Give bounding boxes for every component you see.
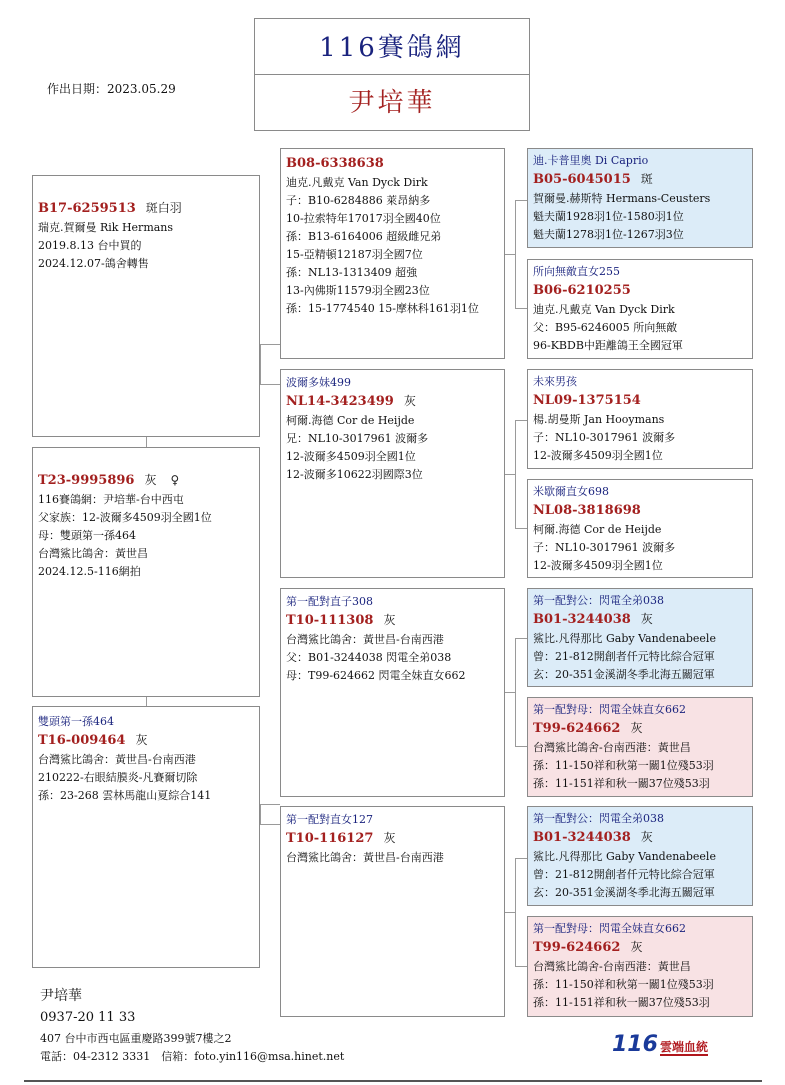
gen3-line: 12-波爾多4509羽全國1位 — [533, 559, 663, 572]
gen3-prefix: 所向無敵直女255 — [533, 265, 620, 278]
gen3-line: 孫：11-151祥和秋一關37位殘53羽 — [533, 777, 710, 790]
sire-ring: B17-6259513 斑白羽 — [38, 201, 182, 216]
gen3-card-1 — [527, 148, 753, 248]
gen3-card-2 — [527, 259, 753, 359]
gen3-line: 楊.胡曼斯 Jan Hooymans — [533, 413, 665, 426]
gen2-prefix: 第一配對直女127 — [286, 813, 373, 826]
subject-line: 台灣鯊比鴿舍：黃世昌 — [38, 547, 148, 560]
gen2-prefix: 波爾多妹499 — [286, 376, 351, 389]
gen3-ring: B05-6045015 斑 — [533, 172, 653, 187]
dam-color: 灰 — [135, 733, 148, 747]
gen2-line: 10-拉索特年17017羽全國40位 — [286, 212, 441, 225]
bottom-rule — [24, 1080, 762, 1082]
subject-line: 母：雙頭第一孫464 — [38, 529, 136, 542]
connector — [515, 638, 527, 639]
gen3-prefix: 第一配對公：閃電全弟038 — [533, 812, 664, 825]
connector — [505, 692, 515, 693]
connector — [505, 474, 515, 475]
gen3-line: 迪克.凡戴克 Van Dyck Dirk — [533, 303, 675, 316]
gen3-line: 玄：20-351金溪湖冬季北海五關冠軍 — [533, 668, 715, 681]
gen3-prefix: 第一配對母：閃電全妹直女662 — [533, 922, 686, 935]
gen3-line: 鯊比.凡得那比 Gaby Vandenabeele — [533, 632, 716, 645]
gen3-line: 玄：20-351金溪湖冬季北海五關冠軍 — [533, 886, 715, 899]
gen3-line: 曾：21-812開創者仟元特比綜合冠軍 — [533, 868, 715, 881]
gen3-line: 孫：11-150祥和秋第一關1位殘53羽 — [533, 759, 714, 772]
sire-line: 瑞克.賀爾曼 Rik Hermans — [38, 221, 174, 234]
gen2-line: 迪克.凡戴克 Van Dyck Dirk — [286, 176, 428, 189]
connector — [260, 344, 261, 384]
connector — [260, 824, 280, 825]
connector — [515, 858, 527, 859]
gen2-ring: T10-116127 灰 — [286, 831, 396, 846]
connector — [515, 528, 527, 529]
gen3-ring: B01-3244038 灰 — [533, 612, 653, 627]
subject-ring: T23-9995896 灰 ♀ — [38, 473, 180, 488]
gen2-line: 12-波爾多4509羽全國1位 — [286, 450, 416, 463]
gen3-line: 鯊比.凡得那比 Gaby Vandenabeele — [533, 850, 716, 863]
sire-line: 2019.8.13 台中買的 — [38, 239, 142, 252]
subject-line: 父家族：12-波爾多4509羽全國1位 — [38, 511, 212, 524]
gen3-card-4 — [527, 479, 753, 578]
gen2-line: 孫：B13-6164006 超級雌兄弟 — [286, 230, 442, 243]
gen3-ring: T99-624662 灰 — [533, 721, 643, 736]
gen3-line: 96-KBDB中距離鴿王全國冠軍 — [533, 339, 683, 352]
gen3-ring: T99-624662 灰 — [533, 940, 643, 955]
gen3-card-6 — [527, 697, 753, 797]
gen2-line: 柯爾.海德 Cor de Heijde — [286, 414, 415, 427]
subject-line: 116賽鴿網：尹培華-台中西屯 — [38, 493, 184, 506]
connector — [260, 804, 280, 805]
gen3-ring: B01-3244038 灰 — [533, 830, 653, 845]
gen2-line: 台灣鯊比鴿舍：黃世昌-台南西港 — [286, 633, 444, 646]
dam-line: 孫：23-268 雲林馬龍山夏綜合141 — [38, 789, 212, 802]
date-label: 作出日期：2023.05.29 — [47, 82, 176, 96]
connector — [146, 437, 147, 447]
connector — [260, 804, 261, 824]
footer-name: 尹培華 — [40, 988, 82, 1004]
gen2-card-2 — [280, 369, 505, 578]
gen3-line: 台灣鯊比鴿舍-台南西港：黃世昌 — [533, 741, 691, 754]
connector — [515, 858, 516, 966]
connector — [515, 420, 527, 421]
gen3-line: 父：B95-6246005 所向無敵 — [533, 321, 678, 334]
gen3-card-3 — [527, 369, 753, 469]
gen3-ring: NL08-3818698 — [533, 503, 641, 518]
gen2-line: 孫：NL13-1313409 超強 — [286, 266, 418, 279]
gen2-ring: T10-111308 灰 — [286, 613, 396, 628]
connector — [505, 254, 515, 255]
connector — [260, 384, 280, 385]
gen2-line: 孫：15-1774540 15-摩林科161羽1位 — [286, 302, 479, 315]
dam-ring: T16-009464 灰 — [38, 733, 148, 748]
gen3-line: 12-波爾多4509羽全國1位 — [533, 449, 663, 462]
female-icon: ♀ — [170, 473, 180, 487]
connector — [146, 697, 147, 706]
footer-contact: 電話：04-2312 3331 信箱：foto.yin116@msa.hinet.net — [40, 1050, 345, 1063]
dam-line: 210222-右眼結膜炎-凡賽爾切除 — [38, 771, 198, 784]
sire-color: 斑白羽 — [145, 201, 182, 215]
gen3-prefix: 迪.卡普里奧 Di Caprio — [533, 154, 649, 167]
gen3-line: 賀爾曼.赫斯特 Hermans-Ceusters — [533, 192, 711, 205]
dam-prefix: 雙頭第一孫464 — [38, 715, 114, 728]
gen3-line: 子：NL10-3017961 波爾多 — [533, 431, 676, 444]
gen2-card-3 — [280, 588, 505, 797]
gen3-prefix: 第一配對母：閃電全妹直女662 — [533, 703, 686, 716]
gen3-line: 台灣鯊比鴿舍-台南西港：黃世昌 — [533, 960, 691, 973]
connector — [515, 746, 527, 747]
owner-name: 尹培華 — [348, 88, 436, 118]
gen3-line: 柯爾.海德 Cor de Heijde — [533, 523, 662, 536]
gen2-ring: B08-6338638 — [286, 156, 384, 171]
footer-phone: 0937-20 11 33 — [40, 1010, 136, 1025]
connector — [515, 966, 527, 967]
gen3-card-8 — [527, 916, 753, 1017]
gen2-line: 15-亞精頓12187羽全國7位 — [286, 248, 423, 261]
connector — [515, 308, 527, 309]
gen2-line: 12-波爾多10622羽國際3位 — [286, 468, 423, 481]
gen2-line: 台灣鯊比鴿舍：黃世昌-台南西港 — [286, 851, 444, 864]
gen3-card-5 — [527, 588, 753, 687]
logo-number: 116 — [612, 1032, 658, 1057]
gen3-line: 孫：11-151祥和秋一關37位殘53羽 — [533, 996, 710, 1009]
connector — [515, 638, 516, 746]
title-box — [254, 18, 530, 131]
gen2-line: 兄：NL10-3017961 波爾多 — [286, 432, 429, 445]
gen3-prefix: 第一配對公：閃電全弟038 — [533, 594, 664, 607]
gen3-line: 子：NL10-3017961 波爾多 — [533, 541, 676, 554]
subject-color: 灰 — [144, 473, 157, 487]
gen3-card-7 — [527, 806, 753, 906]
connector — [515, 200, 527, 201]
sire-line: 2024.12.07-鴿舍轉售 — [38, 257, 149, 270]
gen2-card-4 — [280, 806, 505, 1017]
gen2-prefix: 第一配對直子308 — [286, 595, 373, 608]
logo-text: 雲端血統 — [659, 1040, 708, 1054]
subject-card — [32, 447, 260, 697]
sire-card — [32, 175, 260, 437]
connector — [260, 344, 280, 345]
footer-address: 407 台中市西屯區重慶路399號7樓之2 — [40, 1032, 232, 1045]
gen2-card-1 — [280, 148, 505, 359]
gen3-ring: B06-6210255 — [533, 283, 631, 298]
gen2-ring: NL14-3423499 灰 — [286, 394, 416, 409]
gen2-line: 父：B01-3244038 閃電全弟038 — [286, 651, 452, 664]
gen3-line: 孫：11-150祥和秋第一關1位殘53羽 — [533, 978, 714, 991]
gen3-line: 魁夫蘭1278羽1位-1267羽3位 — [533, 228, 684, 241]
dam-card — [32, 706, 260, 968]
connector — [505, 912, 515, 913]
subject-line: 2024.12.5-116網拍 — [38, 565, 141, 578]
gen2-line: 13-內佛斯11579羽全國23位 — [286, 284, 430, 297]
gen3-line: 曾：21-812開創者仟元特比綜合冠軍 — [533, 650, 715, 663]
brand-logo — [612, 1032, 708, 1057]
connector — [515, 420, 516, 528]
gen3-prefix: 未來男孩 — [533, 375, 577, 388]
gen3-prefix: 米歇爾直女698 — [533, 485, 609, 498]
site-title: 116賽鴿網 — [255, 19, 529, 75]
connector — [515, 200, 516, 308]
gen2-line: 母：T99-624662 閃電全妹直女662 — [286, 669, 466, 682]
gen3-line: 魁夫蘭1928羽1位-1580羽1位 — [533, 210, 684, 223]
gen2-line: 子：B10-6284886 萊昂納多 — [286, 194, 431, 207]
dam-line: 台灣鯊比鴿舍：黃世昌-台南西港 — [38, 753, 196, 766]
gen3-ring: NL09-1375154 — [533, 393, 641, 408]
